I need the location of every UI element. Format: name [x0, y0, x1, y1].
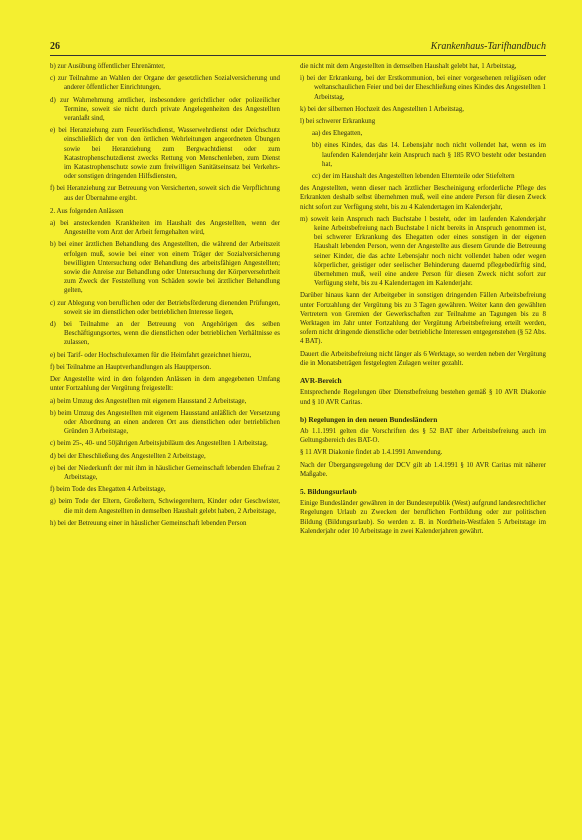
paragraph: m) soweit kein Anspruch nach Buchstabe l besteht, oder im laufenden Kalenderjahr keine Arbeitsbefreiung nach Buchstabe l nicht bereits in Anspruch genommen ist, bei schwerer Erkrankung des Ehegatten oder eines sonstigen in der eigenen Haushalt lebenden Person, wenn der Angestellte aus diesem Grunde die Betreuung seiner Kinder, die das achte Lebensjahr noch nicht vollendet haben oder wegen körperlicher, geistiger oder seelischer Behinderung dauernd pflegebedürftig sind, übernehmen muß, weil eine andere Person für diesen Zweck nicht sofort zur Verfügung steht, bis zu 4 Kalendertagen im Kalenderjahr.: [300, 215, 546, 288]
paragraph: Einige Bundesländer gewähren in der Bundesrepublik (West) aufgrund landesrechtlicher Regelungen Urlaub zu Zwecken der beruflichen Fortbildung oder zur politischen Bildung (Bildungsurlaub). So werden z. B. in Nordrhein-Westfalen 5 Arbeitstage im Kalenderjahr oder 10 Arbeitstage in zwei Kalenderjahren gewährt.: [300, 500, 546, 535]
paragraph: Darüber hinaus kann der Arbeitgeber in sonstigen dringenden Fällen Arbeitsbefreiung unter Fortzahlung der Vergütung bis zu 3 Tagen gewähren. Weiter kann den gewählten Vertretern von Gremien der Gewerkschaften zur Teilnahme an Tagungen bis zu 8 Werktagen im Jahr unter Fortzahlung der Vergütung Arbeitsbefreiung erteilt werden, sofern nicht dringende dienstliche oder betriebliche Interessen entgegenstehen (§ 52 Abs. 4 BAT).: [300, 292, 546, 346]
paragraph: Dauert die Arbeitsbefreiung nicht länger als 6 Werktage, so werden neben der Vergütung die in Monatsbeträgen festgelegten Zulagen weiter gezahlt.: [300, 350, 546, 367]
paragraph: Nach der Übergangsregelung der DCV gilt ab 1.4.1991 § 10 AVR Caritas mit näherer Maßgabe.: [300, 461, 546, 478]
paragraph: d) bei Teilnahme an der Betreuung von Angehörigen des selben Beschäftigungsortes, wenn die dienstlichen oder betrieblichen Verhältnisse es zulassen,: [50, 321, 280, 347]
paragraph: Der Angestellte wird in den folgenden Anlässen in dem angegebenen Umfang unter Fortzahlung der Vergütung freigestellt:: [50, 376, 280, 393]
paragraph: d) zur Wahrnehmung amtlicher, insbesondere gerichtlicher oder polizeilicher Termine, soweit sie nicht durch private Angelegenheiten des Angestellten veranlaßt sind,: [50, 96, 280, 123]
paragraph: c) zur Teilnahme an Wahlen der Organe der gesetzlichen Sozialversicherung und anderer öffentlicher Einrichtungen,: [50, 75, 280, 92]
header-rule: [50, 55, 546, 56]
running-title: Krankenhaus-Tarifhandbuch: [430, 41, 546, 52]
paragraph: e) bei der Niederkunft der mit ihm in häuslicher Gemeinschaft lebenden Ehefrau 2 Arbeitstage,: [50, 464, 280, 481]
paragraph: e) bei Tarif- oder Hochschulexamen für die Heimfahrt gezeichnet hierzu,: [50, 351, 252, 359]
paragraph: c) beim 25-, 40- und 50jährigen Arbeitsjubiläum des Angestellten 1 Arbeitstag,: [50, 440, 268, 448]
page-header: [50, 40, 546, 54]
paragraph: l) bei schwerer Erkrankung: [300, 118, 376, 126]
paragraph: des Angestellten, wenn dieser nach ärztlicher Bescheinigung erforderliche Pflege des Erkrankten deshalb selbst übernehmen muß, weil eine andere Person für diesen Zweck nicht sofort zur Verfügung steht, bis zu 4 Kalendertagen im Kalenderjahr,: [300, 185, 546, 211]
section-heading: 5. Bildungsurlaub: [300, 486, 357, 496]
paragraph: f) beim Tode des Ehegatten 4 Arbeitstage,: [50, 486, 166, 494]
paragraph: f) bei Heranziehung zur Betreuung von Versicherten, soweit sich die Verpflichtung aus der Übernahme ergibt.: [50, 185, 280, 202]
paragraph: 2. Aus folgenden Anlässen: [50, 207, 124, 215]
page-number: 26: [50, 41, 60, 52]
paragraph: bb) eines Kindes, das das 14. Lebensjahr noch nicht vollendet hat, wenn es im laufenden Kalenderjahr kein Anspruch nach § 185 RVO besteht oder bestanden hat,: [312, 142, 546, 168]
paragraph: Ab 1.1.1991 gelten die Vorschriften des § 52 BAT über Arbeitsbefreiung auch im Geltungsbereich des BAT-O.: [300, 427, 546, 445]
right-column: [300, 62, 546, 826]
paragraph: aa) des Ehegatten,: [312, 130, 363, 138]
section-heading: b) Regelungen in den neuen Bundesländern: [300, 414, 438, 424]
paragraph: § 11 AVR Diakonie findet ab 1.4.1991 Anwendung.: [300, 449, 443, 457]
paragraph: h) bei der Betreuung einer in häuslicher Gemeinschaft lebenden Person: [50, 519, 247, 527]
paragraph: e) bei Heranziehung zum Feuerlöschdienst, Wasserwehrdienst oder Deichschutz einschließlich der von den örtlichen Wehrleitungen angeordneten Übungen sowie bei Heranziehung zum Bergwachtdienst oder zum Katastrophenschutzdienst zwecks Rettung von Menschenleben, zum Dienst im Katastrophenschutz sowie zum freiwilligen Sanitätseinsatz bei Verkehrs- oder sonstigen dringenden Hilfsdiensten,: [50, 127, 280, 181]
paragraph: a) bei ansteckenden Krankheiten im Haushalt des Angestellten, wenn der Angestellte vom Arzt der Arbeit ferngehalten wird,: [50, 220, 280, 237]
paragraph: die nicht mit dem Angestellten in demselben Haushalt gelebt hat, 1 Arbeitstag,: [300, 63, 517, 70]
paragraph: f) bei Teilnahme an Hauptverhandlungen als Hauptperson.: [50, 363, 212, 371]
paragraph: b) bei einer ärztlichen Behandlung des Angestellten, die während der Arbeitszeit erfolgen muß, sowie bei einer von einem Träger der Sozialversicherung bewilligten Untersuchung oder Behandlung des arbeitsfähigen Angestellten; sowie die Anreise zur Behandlung oder Untersuchung der Körperversehrtheit zum Zweck der Feststellung von Schäden sowie bei ärztlicher Behandlung gelten,: [50, 241, 280, 295]
paragraph: a) beim Umzug des Angestellten mit eigenem Hausstand 2 Arbeitstage,: [50, 397, 247, 405]
paragraph: b) beim Umzug des Angestellten mit eigenem Hausstand anläßlich der Versetzung oder Abordnung an einen anderen Ort aus dienstlichen oder betrieblichen Gründen 3 Arbeitstage,: [50, 409, 280, 436]
section-heading: AVR-Bereich: [300, 376, 342, 386]
paragraph: g) beim Tode der Eltern, Großeltern, Schwiegereltern, Kinder oder Geschwister, die mit dem Angestellten in demselben Haushalt gelebt haben, 2 Arbeitstage,: [50, 498, 280, 515]
paragraph: k) bei der silbernen Hochzeit des Angestellten 1 Arbeitstag,: [300, 105, 464, 113]
paragraph: b) zur Ausübung öffentlicher Ehrenämter,: [50, 63, 165, 70]
left-column: [50, 62, 280, 826]
paragraph: d) bei der Eheschließung des Angestellten 2 Arbeitstage,: [50, 452, 206, 460]
paragraph: Entsprechende Regelungen über Dienstbefreiung bestehen gemäß § 10 AVR Diakonie und § 10 AVR Caritas.: [300, 389, 546, 406]
paragraph: cc) der im Haushalt des Angestellten lebenden Elternteile oder Stiefeltern: [312, 173, 515, 181]
paragraph: i) bei der Erkrankung, bei der Erstkommunion, bei einer vorgesehenen religiösen oder weltanschaulichen Feier und bei der Eheschließung eines Kindes des Angestellten 1 Arbeitstag,: [300, 75, 546, 101]
paragraph: c) zur Ablegung von beruflichen oder der Betriebsförderung dienenden Prüfungen, soweit sie im dienstlichen oder betrieblichen Interesse liegen,: [50, 299, 280, 316]
